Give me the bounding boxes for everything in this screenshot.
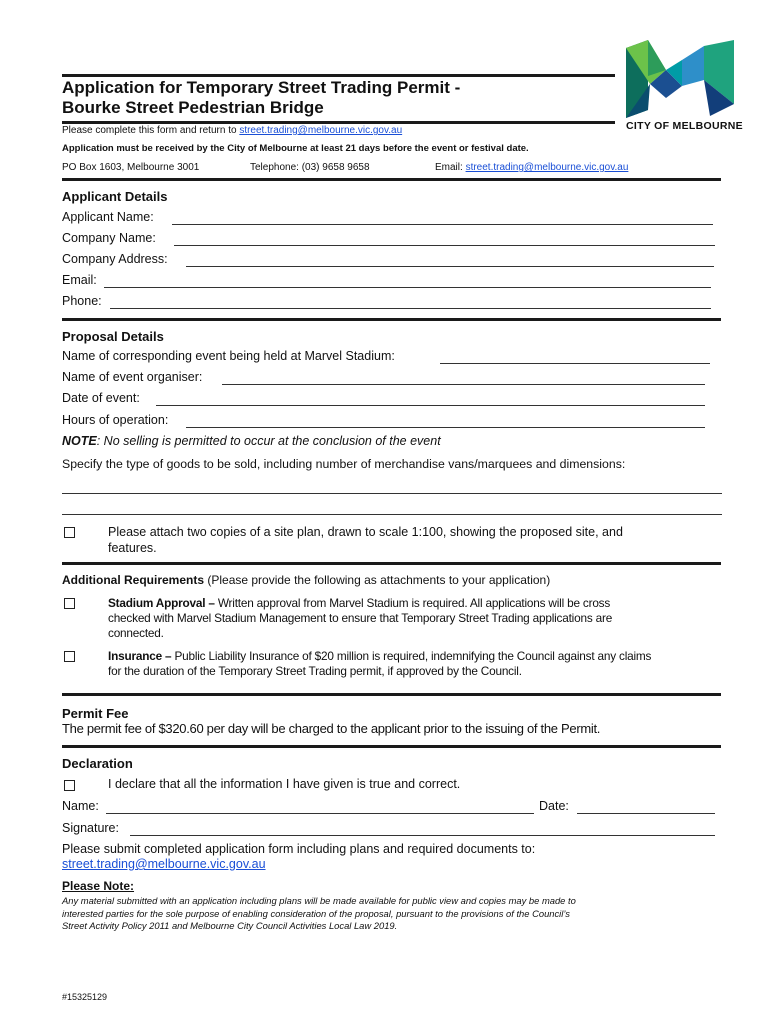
permit-fee-text: The permit fee of $320.60 per day will be charged to the applicant prior to the issuing of the Permit. — [62, 721, 601, 736]
proposal-rule — [62, 562, 721, 565]
applicant-email-field[interactable] — [104, 287, 711, 288]
title-top-rule — [62, 74, 615, 77]
applicant-rule — [62, 318, 721, 321]
company-address-field[interactable] — [186, 266, 714, 267]
declaration-name-label: Name: — [62, 799, 99, 813]
document-id: #15325129 — [62, 992, 108, 1002]
declaration-date-label: Date: — [539, 799, 569, 813]
insurance-checkbox[interactable] — [64, 651, 75, 662]
additional-heading: Additional Requirements (Please provide the following as attachments to your application) — [62, 573, 551, 587]
proposal-heading: Proposal Details — [62, 329, 164, 344]
declaration-heading: Declaration — [62, 756, 133, 771]
hours-field[interactable] — [186, 427, 705, 428]
stadium-approval-checkbox[interactable] — [64, 598, 75, 609]
header-rule — [62, 178, 721, 181]
signature-label: Signature: — [62, 821, 119, 835]
stadium-approval-text: Stadium Approval – Written approval from Marvel Stadium is required. All applications will be cross checked with Marvel Stadium Management to ensure that Temporary Street Trading applications are connected. — [108, 596, 613, 640]
city-of-melbourne-logo — [626, 40, 743, 132]
submit-instruction: Please submit completed application form including plans and required documents to: — [62, 842, 536, 856]
permit-fee-heading: Permit Fee — [62, 706, 129, 721]
po-box: PO Box 1603, Melbourne 3001 — [62, 162, 200, 173]
declaration-date-field[interactable] — [577, 813, 715, 814]
declaration-text: I declare that all the information I have given is true and correct. — [108, 777, 461, 791]
logo-text: CITY OF MELBOURNE — [626, 120, 743, 132]
event-date-field[interactable] — [156, 405, 705, 406]
title-bottom-rule — [62, 121, 615, 124]
event-name-label: Name of corresponding event being held at Marvel Stadium: — [62, 349, 395, 363]
applicant-name-field[interactable] — [172, 224, 713, 225]
site-plan-text: Please attach two copies of a site plan, drawn to scale 1:100, showing the proposed site, and features. — [108, 525, 623, 555]
event-name-field[interactable] — [440, 363, 710, 364]
please-note-text: Any material submitted with an application including plans will be made available for public view and copies may be made to interested parties for the sole purpose of enabling consideration of the proposal, pursuant to the provisions of the Council’s Street Activity Policy 2011 and Melbourne City Council Activities Local Law 2019. — [62, 895, 576, 931]
melbourne-m-logo-icon — [626, 40, 736, 118]
applicant-email-label: Email: — [62, 273, 97, 287]
organiser-field[interactable] — [222, 384, 705, 385]
goods-field-line-2[interactable] — [62, 514, 722, 515]
company-address-label: Company Address: — [62, 252, 168, 266]
declaration-name-field[interactable] — [106, 813, 534, 814]
intro-text: Please complete this form and return to street.trading@melbourne.vic.gov.au — [62, 125, 403, 136]
contact-email-link[interactable]: street.trading@melbourne.vic.gov.au — [465, 162, 629, 173]
page-title: Application for Temporary Street Trading Permit - Bourke Street Pedestrian Bridge — [62, 78, 461, 117]
submit-email-link[interactable]: street.trading@melbourne.vic.gov.au — [62, 857, 266, 871]
event-date-label: Date of event: — [62, 391, 140, 405]
applicant-phone-label: Phone: — [62, 294, 102, 308]
hours-label: Hours of operation: — [62, 413, 169, 427]
declaration-checkbox[interactable] — [64, 780, 75, 791]
applicant-name-label: Applicant Name: — [62, 210, 154, 224]
company-name-field[interactable] — [174, 245, 715, 246]
telephone: Telephone: (03) 9658 9658 — [250, 162, 370, 173]
contact-email: Email: street.trading@melbourne.vic.gov.au — [435, 162, 629, 173]
signature-field[interactable] — [130, 835, 715, 836]
applicant-heading: Applicant Details — [62, 189, 168, 204]
organiser-label: Name of event organiser: — [62, 370, 203, 384]
intro-email-link[interactable]: street.trading@melbourne.vic.gov.au — [239, 125, 403, 136]
applicant-phone-field[interactable] — [110, 308, 711, 309]
deadline-note: Application must be received by the City of Melbourne at least 21 days before the event or festival date. — [62, 143, 529, 154]
site-plan-checkbox[interactable] — [64, 527, 75, 538]
company-name-label: Company Name: — [62, 231, 156, 245]
additional-rule — [62, 693, 721, 696]
insurance-text: Insurance – Public Liability Insurance of $20 million is required, indemnifying the Council against any claims for the duration of the Temporary Street Trading permit, if approved by the Council. — [108, 649, 652, 678]
please-note-heading: Please Note: — [62, 879, 135, 893]
fee-rule — [62, 745, 721, 748]
no-selling-note: NOTE: No selling is permitted to occur at the conclusion of the event — [62, 434, 441, 448]
goods-label: Specify the type of goods to be sold, including number of merchandise vans/marquees and dimensions: — [62, 457, 626, 471]
goods-field-line-1[interactable] — [62, 493, 722, 494]
